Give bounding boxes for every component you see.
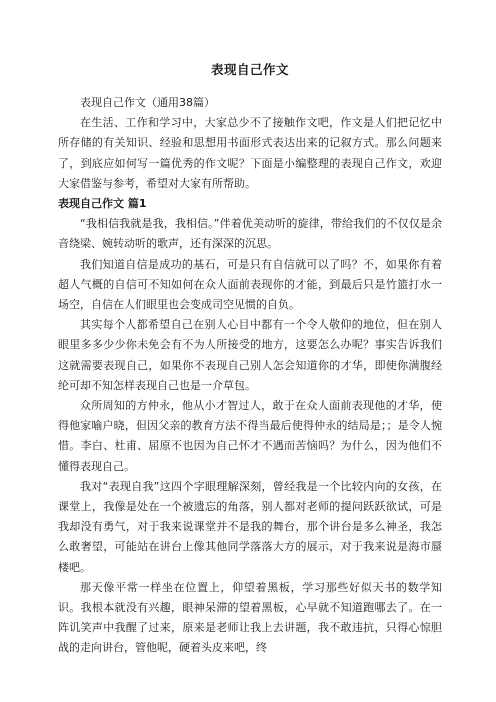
section-heading: 表现自己作文 篇1: [58, 197, 147, 211]
document-subtitle: 表现自己作文（通用38篇）: [80, 96, 215, 109]
body-paragraph: “我相信我就是我，我相信。”伴着优美动听的旋律，带给我们的不仅仅是余音绕梁、婉转动听的歌声，还有深深的沉思。: [58, 217, 442, 251]
body-paragraph: 那天像平常一样坐在位置上，仰望着黑板，学习那些好似天书的数学知识。我根本就没有兴趣，眼神呆滞的望着黑板，心早就不知道跑哪去了。在一阵讥笑声中我醒了过来，原来是老师让我上去讲题，我不敢违抗，只得心惊胆战的走向讲台，管他呢，硬着头皮来吧，终: [58, 580, 442, 655]
body-paragraph: 我们知道自信是成功的基石，可是只有自信就可以了吗？不，如果你有着超人气概的自信可不知如何在众人面前表现你的才能，到最后只是竹篮打水一场空，自信在人们眼里也会变成司空见惯的自负。: [58, 257, 442, 312]
body-paragraph: 其实每个人都希望自己在别人心目中都有一个令人敬仰的地位，但在别人眼里多多少少你未免会有不为人所接受的地方，这要怎么办呢？事实告诉我们这就需要表现自己，如果你不表现自己别人怎会知道你的才华，即使你满腹经纶可却不知怎样表现自己也是一介草包。: [58, 318, 442, 392]
document-page: [58, 60, 442, 659]
body-paragraph: 我对“表现自我”这四个字眼理解深刻，曾经我是一个比较内向的女孩，在课堂上，我像是处在一个被遗忘的角落，别人都对老师的提问跃跃欲试，可是我却没有勇气，对于我来说课堂并不是我的舞台，那个讲台是多么神圣，我怎么敢奢望，可能站在讲台上像其他同学落落大方的展示，对于我来说是海市蜃楼吧。: [58, 479, 442, 574]
intro-paragraph: 在生活、工作和学习中，大家总少不了接触作文吧，作文是人们把记忆中所存储的有关知识、经验和思想用书面形式表达出来的记叙方式。那么问题来了，到底应如何写一篇优秀的作文呢？下面是小编整理的表现自己作文，欢迎大家借鉴与参考，希望对大家有所帮助。: [58, 116, 442, 190]
body-paragraph: 众所周知的方仲永，他从小才智过人，敢于在众人面前表现他的才华，使得他家喻户晓，但因父亲的教育方法不得当最后使得仲永的结局是；；是令人惋惜。李白、杜甫、屈原不也因为自己怀才不遇而苦恼吗？为什么，因为他们不懂得表现自己。: [58, 399, 442, 473]
document-title: 表现自己作文: [210, 62, 289, 77]
